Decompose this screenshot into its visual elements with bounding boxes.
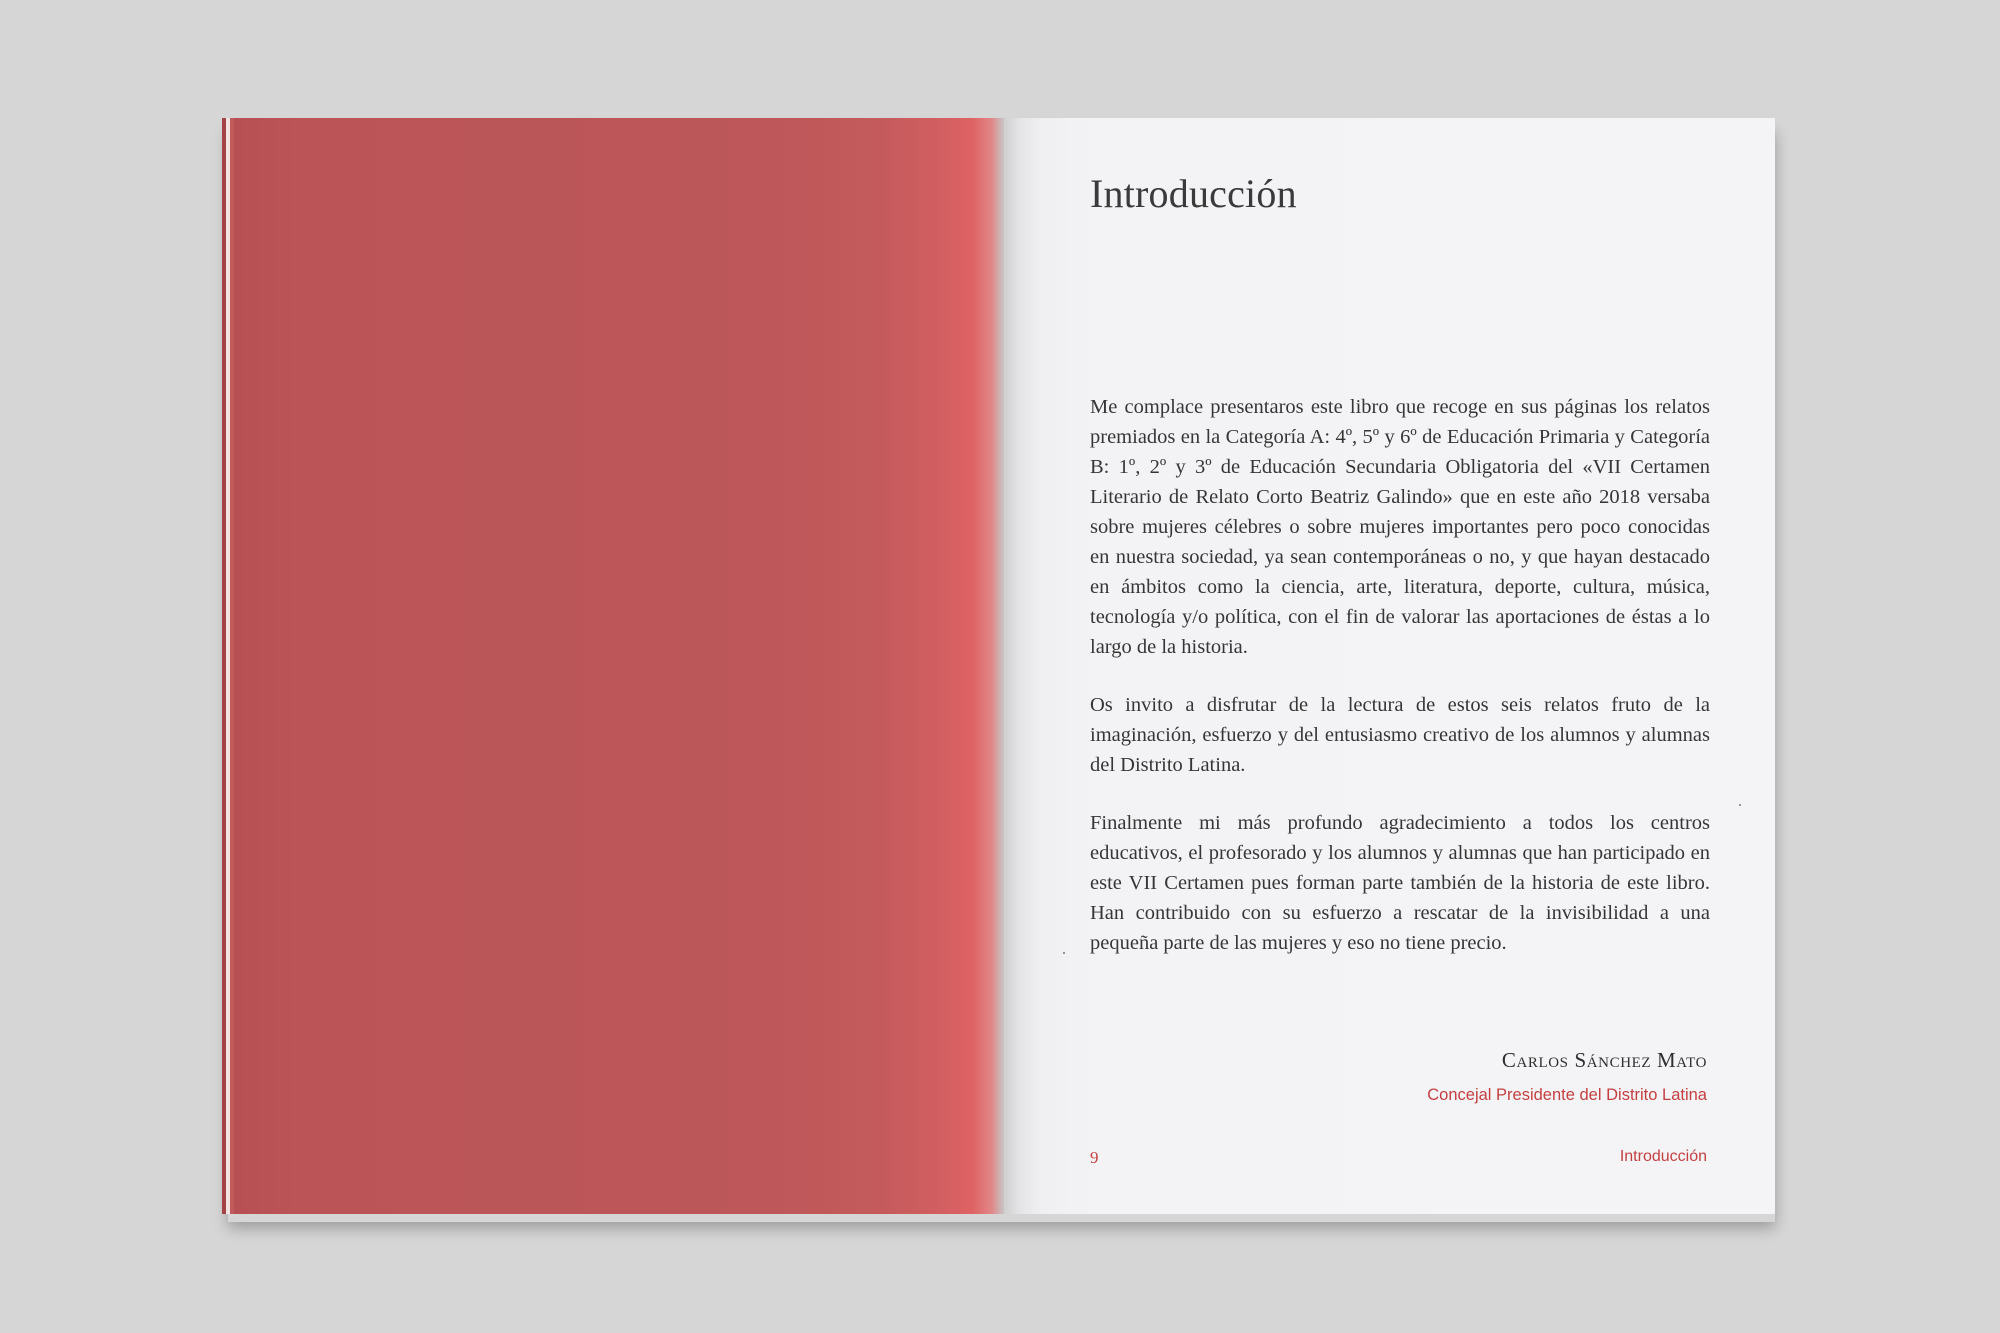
right-page: [1004, 118, 1775, 1214]
paragraph-1: Me complace presentaros este libro que recoge en sus páginas los relatos premiados en la Categoría A: 4º, 5º y 6º de Educación Primaria y Categoría B: 1º, 2º y 3º de Educación Secundaria Obligatoria del «VII Certamen Literario de Relato Corto Beatriz Galindo» que en este año 2018 versaba sobre mujeres célebres o sobre mujeres importantes pero poco conocidas en nuestra sociedad, ya sean contemporáneas o no, y que hayan destacado en ámbitos como la ciencia, arte, literatura, deporte, cultura, música, tecnología y/o política, con el fin de valorar las aportaciones de éstas a lo largo de la historia.: [1090, 396, 1710, 658]
paper-speck: [1063, 952, 1065, 954]
open-book: [222, 118, 1775, 1214]
page-number: 9: [1090, 1148, 1099, 1167]
body-text: [1090, 392, 1710, 986]
left-page-red: [222, 118, 1004, 1214]
paragraph-2: Os invito a disfrutar de la lectura de estos seis relatos fruto de la imaginación, esfuerzo y del entusiasmo creativo de los alumnos y alumnas del Distrito Latina.: [1090, 694, 1710, 776]
page-title: Introducción: [1090, 171, 1297, 216]
paper-speck: [1739, 804, 1741, 806]
page-edge-inner: [230, 118, 234, 1214]
paragraph-3: Finalmente mi más profundo agradecimiento a todos los centros educativos, el profesorado y los alumnos y alumnas que han participado en este VII Certamen pues forman parte también de la historia de este libro. Han contribuido con su esfuerzo a rescatar de la invisibilidad a una pequeña parte de las mujeres y eso no tiene precio.: [1090, 812, 1710, 954]
running-head: Introducción: [1619, 1148, 1707, 1165]
signature-name: Carlos Sánchez Mato: [1501, 1048, 1707, 1072]
signature-role: Concejal Presidente del Distrito Latina: [1427, 1086, 1707, 1104]
